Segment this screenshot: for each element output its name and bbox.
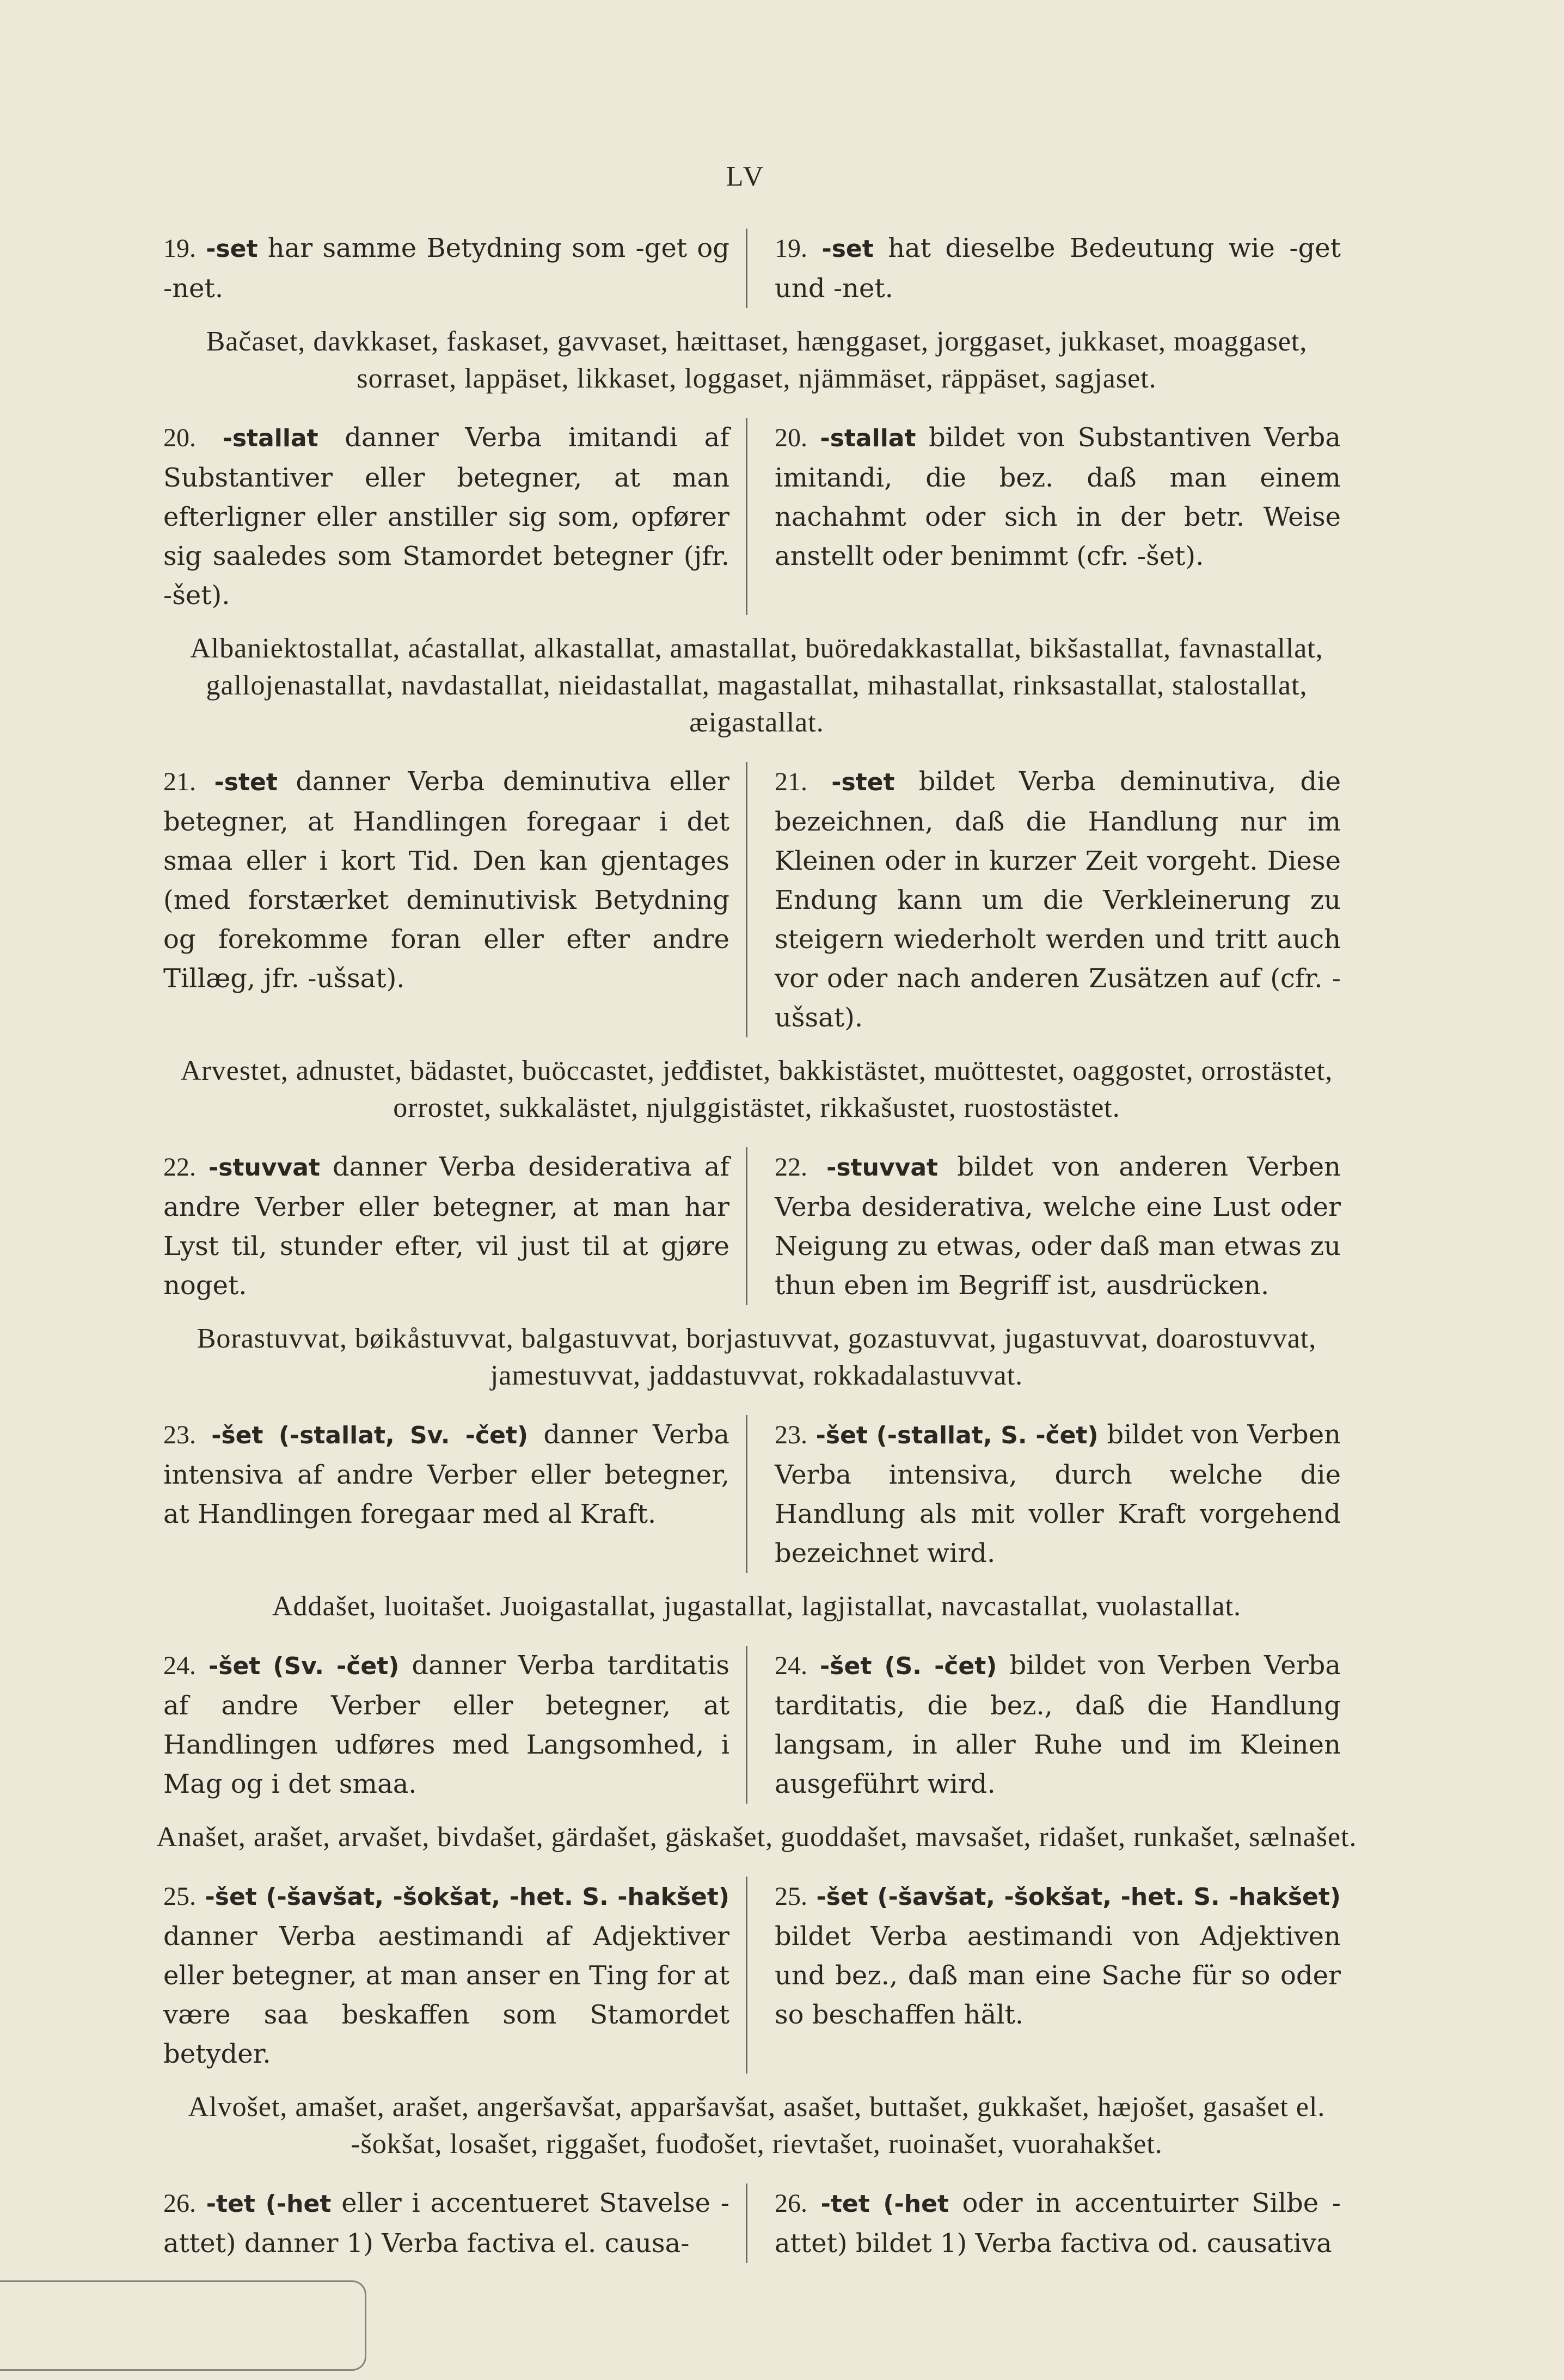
entry-text: danner Verba deminutiva eller betegner, at Handlingen foregaar i det smaa eller i kort Tid. Den kan gjentages (med forstærket deminutivisk Betydning og forekomme foran eller efter andre Tillæg, jfr. -ušsat). [163, 766, 729, 994]
entry-suffix: -stuvvat [208, 1154, 320, 1182]
entry-text: danner Verba tarditatis af andre Verber eller betegner, at Handlingen udføres med Langsomhed, i Mag og i det smaa. [163, 1650, 729, 1799]
entry-danish [163, 418, 747, 615]
entry-number: 26. [163, 2189, 196, 2218]
entry-suffix: -stet [214, 768, 278, 796]
examples-25: Alvošet, amašet, arašet, angeršavšat, apparšavšat, asašet, buttašet, gukkašet, hæjošet, gasašet el. -šokšat, losašet, riggašet, fuođošet, rievtašet, ruoinašet, vuorahakšet. [188, 2092, 1326, 2160]
page-content [156, 229, 1357, 2278]
entry-text: bildet von anderen Verben Verba desiderativa, welche eine Lust oder Neigung zu etwas, oder daß man etwas zu thun eben im Begriff ist, ausdrücken. [775, 1152, 1341, 1301]
entry-german [747, 2184, 1341, 2263]
entry-text: bildet Verba deminutiva, die bezeichnen, daß die Handlung nur im Kleinen oder in kurzer Zeit vorgeht. Diese Endung kann um die Verkleinerung zu steigern wiederholt werden und tritt auch vor oder nach anderen Zusätzen auf (cfr. -ušsat). [775, 766, 1341, 1033]
entry-danish [163, 1877, 747, 2074]
entry-suffix: -šet (Sv. -čet) [208, 1652, 400, 1680]
entry-suffix: -stallat [222, 425, 318, 452]
entry-number: 24. [775, 1651, 807, 1680]
entry-suffix: -šet (-šavšat, -šokšat, -het. S. -hakšet) [816, 1883, 1341, 1911]
entry-number: 22. [163, 1153, 196, 1182]
entry-suffix: -tet (-het [820, 2190, 949, 2218]
entry-danish [163, 1415, 747, 1573]
entry-suffix: -stuvvat [826, 1154, 939, 1182]
entry-danish [163, 762, 747, 1037]
entry-text: bildet von Verben Verba intensiva, durch welche die Handlung als mit voller Kraft vorgehend bezeichnet wird. [775, 1419, 1341, 1569]
entry-text: oder in accentuirter Silbe -attet) bildet 1) Verba factiva od. causativa [775, 2188, 1341, 2259]
entry-suffix: -stet [831, 768, 895, 796]
examples-23: Addašet, luoitašet. Juoigastallat, jugastallat, lagjistallat, navcastallat, vuolastallat. [272, 1591, 1241, 1622]
entry-number: 20. [163, 423, 196, 452]
entry-german [747, 1147, 1341, 1305]
entry-number: 25. [163, 1882, 196, 1911]
entry-german [747, 1646, 1341, 1804]
entry-text: danner Verba desiderativa af andre Verber eller betegner, at man har Lyst til, stunder efter, vil just til at gjøre noget. [163, 1152, 729, 1301]
entry-number: 26. [775, 2189, 807, 2218]
entry-number: 22. [775, 1153, 807, 1182]
entry-suffix: -set [206, 235, 258, 263]
entry-text: har samme Betydning som -get og -net. [163, 233, 730, 304]
entry-19 [163, 229, 1350, 308]
entry-text: bildet von Verben Verba tarditatis, die bez., daß die Handlung langsam, in aller Ruhe und im Kleinen ausgeführt wird. [775, 1650, 1341, 1799]
entry-25 [163, 1877, 1350, 2074]
entry-danish [163, 229, 747, 308]
entry-24 [163, 1646, 1350, 1804]
entry-26 [163, 2184, 1350, 2263]
entry-suffix: -stallat [820, 425, 916, 452]
page-number: LV [726, 161, 766, 192]
entry-number: 19. [775, 234, 807, 263]
entry-suffix: -šet (-šavšat, -šokšat, -het. S. -hakšet) [205, 1883, 730, 1911]
entry-number: 23. [163, 1420, 196, 1449]
entry-number: 19. [163, 234, 196, 263]
entry-danish [163, 1147, 747, 1305]
entry-german [747, 418, 1341, 615]
entry-number: 23. [775, 1420, 807, 1449]
entry-text: bildet von Substantiven Verba imitandi, die bez. daß man einem nachahmt oder sich in der betr. Weise anstellt oder benimmt (cfr. -šet). [775, 422, 1341, 571]
entry-number: 21. [163, 767, 196, 796]
entry-text: danner Verba aestimandi af Adjektiver eller betegner, at man anser en Ting for at være saa beskaffen som Stamordet betyder. [163, 1921, 729, 2069]
entry-22 [163, 1147, 1350, 1305]
page-edge-bracket [0, 2280, 366, 2371]
examples-24: Anašet, arašet, arvašet, bivdašet, gärdašet, gäskašet, guoddašet, mavsašet, ridašet, runkašet, sælnašet. [156, 1822, 1357, 1853]
entry-danish [163, 1646, 747, 1804]
examples-21: Arvestet, adnustet, bädastet, buöccastet, jeđđistet, bakkistästet, muöttestet, oaggostet, orrostästet, orrostet, sukkalästet, njulggistästet, rikkašustet, ruostostästet. [180, 1055, 1333, 1123]
entry-23 [163, 1415, 1350, 1573]
entry-german [747, 229, 1341, 308]
entry-text: eller i accentueret Stavelse -attet) danner 1) Verba factiva el. causa- [163, 2188, 730, 2259]
entry-suffix: -šet (-stallat, Sv. -čet) [211, 1422, 529, 1449]
entry-21 [163, 762, 1350, 1037]
entry-german [747, 1877, 1341, 2074]
entry-text: danner Verba intensiva af andre Verber eller betegner, at Handlingen foregaar med al Kraft. [163, 1419, 730, 1529]
examples-19: Bačaset, davkkaset, faskaset, gavvaset, hæittaset, hænggaset, jorggaset, jukkaset, moaggaset, sorraset, lappäset, likkaset, loggaset, njämmäset, räppäset, sagjaset. [206, 326, 1308, 394]
entry-number: 20. [775, 423, 807, 452]
entry-german [747, 1415, 1341, 1573]
entry-suffix: -tet (-het [206, 2190, 332, 2218]
entry-text: bildet Verba aestimandi von Adjektiven und bez., daß man eine Sache für so oder so beschaffen hält. [775, 1921, 1341, 2030]
examples-22: Borastuvvat, bøikåstuvvat, balgastuvvat, borjastuvvat, gozastuvvat, jugastuvvat, doarostuvvat, jamestuvvat, jaddastuvvat, rokkadalastuvvat. [197, 1323, 1317, 1391]
entry-suffix: -set [821, 235, 874, 263]
entry-suffix: -šet (S. -čet) [820, 1652, 997, 1680]
entry-number: 21. [775, 767, 807, 796]
entry-danish [163, 2184, 747, 2263]
entry-german [747, 762, 1341, 1037]
entry-text: danner Verba imitandi af Substantiver eller betegner, at man efterligner eller anstiller sig som, opfører sig saaledes som Stamordet betegner (jfr. -šet). [163, 422, 729, 611]
entry-text: hat dieselbe Bedeutung wie -get und -net. [775, 233, 1341, 304]
entry-suffix: -šet (-stallat, S. -čet) [815, 1422, 1099, 1449]
entry-20 [163, 418, 1350, 615]
entry-number: 24. [163, 1651, 196, 1680]
entry-number: 25. [775, 1882, 807, 1911]
examples-20: Albaniektostallat, aćastallat, alkastallat, amastallat, buöredakkastallat, bikšastallat, favnastallat, gallojenastallat, navdastallat, nieidastallat, magastallat, mihastallat, rinksastallat, stalostallat, æigastallat. [190, 633, 1323, 738]
